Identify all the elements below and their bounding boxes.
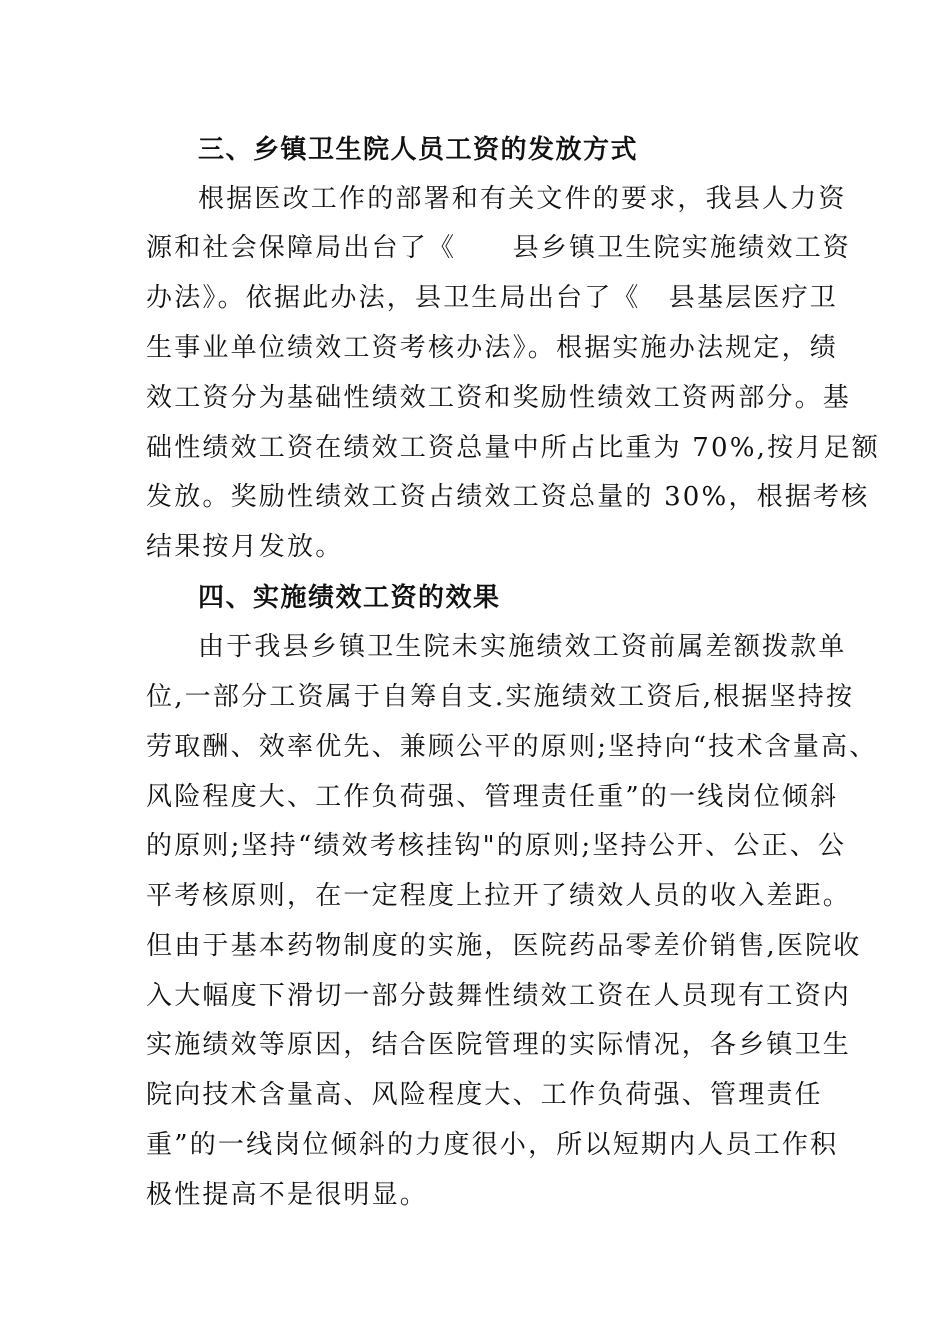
section-4-line: 的原则;坚持“绩效考核挂钩"的原则;坚持公开、公正、公 bbox=[146, 831, 847, 861]
section-4-line: 风险程度大、工作负荷强、管理责任重”的一线岗位倾斜 bbox=[146, 782, 839, 812]
section-4-line: 重”的一线岗位倾斜的力度很小，所以短期内人员工作积 bbox=[146, 1130, 839, 1160]
section-3-line: 源和社会保障局出台了《 县乡镇卫生院实施绩效工资 bbox=[146, 233, 852, 263]
section-4-line: 实施绩效等原因，结合医院管理的实际情况，各乡镇卫生 bbox=[146, 1030, 852, 1060]
section-4-line: 劳取酬、效率优先、兼顾公平的原则;坚持向“技术含量高、 bbox=[146, 732, 878, 762]
section-3-line: 效工资分为基础性绩效工资和奖励性绩效工资两部分。基 bbox=[146, 383, 852, 413]
section-3-line: 础性绩效工资在绩效工资总量中所占比重为 70%,按月足额 bbox=[146, 433, 880, 463]
section-3-line: 根据医改工作的部署和有关文件的要求，我县人力资 bbox=[198, 184, 847, 214]
section-4-line: 极性提高不是很明显。 bbox=[146, 1180, 429, 1210]
section-3-line: 生事业单位绩效工资考核办法》。根据实施办法规定，绩 bbox=[146, 333, 839, 363]
section-4-line: 入大幅度下滑切一部分鼓舞性绩效工资在人员现有工资内 bbox=[146, 981, 852, 1011]
section-3-line: 发放。奖励性绩效工资占绩效工资总量的 30%，根据考核 bbox=[146, 482, 870, 512]
section-4-line: 平考核原则，在一定程度上拉开了绩效人员的收入差距。 bbox=[146, 881, 852, 911]
section-3-heading: 三、乡镇卫生院人员工资的发放方式 bbox=[198, 135, 639, 165]
section-4-line: 院向技术含量高、风险程度大、工作负荷强、管理责任 bbox=[146, 1080, 823, 1110]
section-3-line: 办法》。依据此办法，县卫生局出台了《 县基层医疗卫 bbox=[146, 283, 839, 313]
section-4-line: 但由于基本药物制度的实施，医院药品零差价销售,医院收 bbox=[146, 931, 862, 961]
section-3-line: 结果按月发放。 bbox=[146, 532, 344, 562]
section-4-line: 由于我县乡镇卫生院未实施绩效工资前属差额拨款单 bbox=[198, 632, 847, 662]
section-4-line: 位,一部分工资属于自筹自支.实施绩效工资后,根据坚持按 bbox=[146, 682, 855, 712]
section-4-heading: 四、实施绩效工资的效果 bbox=[198, 583, 501, 613]
